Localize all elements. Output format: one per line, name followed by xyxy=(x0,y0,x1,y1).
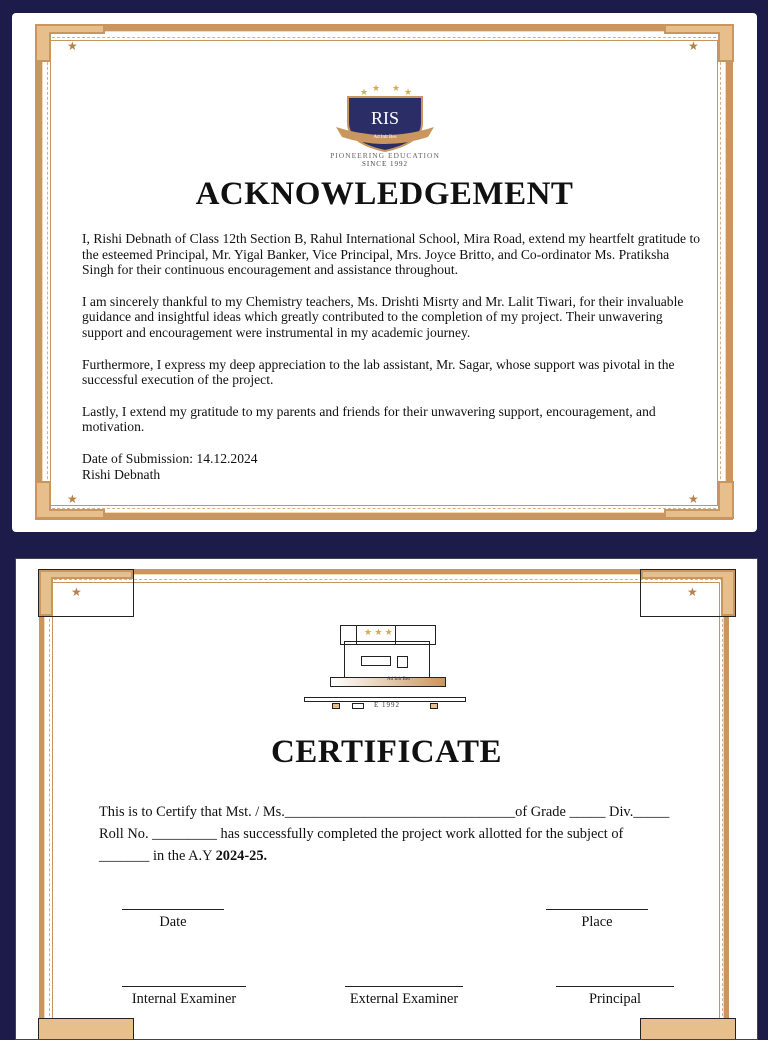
paragraph: Furthermore, I express my deep appreciation to the lab assistant, Mr. Sagar, whose support was pivotal in the successful execution of the project. xyxy=(82,356,675,388)
logo-inner-box xyxy=(361,656,391,666)
logo-shield-box xyxy=(344,641,430,681)
logo-since: SINCE 1992 xyxy=(362,160,408,168)
svg-text:★: ★ xyxy=(392,83,401,93)
star-icon: ★ xyxy=(688,39,699,53)
svg-text:★: ★ xyxy=(404,87,413,97)
certify-line: This is to Certify that Mst. / Ms.________________________________of Grade _____ Div._____ xyxy=(99,804,670,820)
place-label: Place xyxy=(581,914,613,930)
year-line-prefix: _______ in the A.Y xyxy=(99,848,216,864)
corner-ornament-bottom-left xyxy=(35,481,105,519)
logo-since: E 1992 xyxy=(374,701,401,709)
logo-ribbon: Ad Inlt Bes xyxy=(373,135,397,140)
internal-examiner-signature xyxy=(122,986,246,1008)
date-label: Date xyxy=(159,914,187,930)
date-signature xyxy=(122,909,224,931)
logo-mark xyxy=(332,703,340,709)
svg-text:★: ★ xyxy=(372,83,381,93)
corner-ornament-top-right xyxy=(640,569,736,617)
acknowledgement-page xyxy=(12,13,757,532)
paragraph: I am sincerely thankful to my Chemistry teachers, Ms. Drishti Misrty and Mr. Lalit Tiwari, for their invaluable guidance and insightful ideas which greatly contributed to the completion of my project. Their unwavering support and encouragement were instrumental in my academic journey. xyxy=(82,293,684,340)
star-icon: ★ xyxy=(67,492,78,506)
student-name: Rishi Debnath xyxy=(82,466,161,482)
year-line xyxy=(99,845,699,867)
external-examiner-label: External Examiner xyxy=(349,991,459,1007)
school-logo xyxy=(304,625,470,715)
star-icon: ★ ★ ★ xyxy=(364,627,393,637)
place-signature xyxy=(546,909,648,931)
corner-ornament-top-left xyxy=(35,24,105,62)
submission-date: Date of Submission: 14.12.2024 xyxy=(82,450,258,466)
principal-signature xyxy=(556,986,674,1008)
logo-ribbon-box xyxy=(330,677,446,687)
logo-mark xyxy=(430,703,438,709)
external-examiner-signature xyxy=(345,986,463,1008)
corner-ornament-bottom-right xyxy=(664,481,734,519)
internal-examiner-label: Internal Examiner xyxy=(131,991,237,1007)
certificate-page xyxy=(15,558,758,1040)
star-icon: ★ xyxy=(67,39,78,53)
corner-ornament-top-right xyxy=(664,24,734,62)
logo-mark xyxy=(352,703,364,709)
paragraph: I, Rishi Debnath of Class 12th Section B, Rahul International School, Mira Road, extend my heartfelt gratitude to the esteemed Principal, Mr. Yigal Banker, Vice Principal, Mrs. Joyce Britto, and Co-ordinator Ms. Pratiksha Singh for their continuous encouragement and assistance throughout. xyxy=(82,231,701,278)
principal-label: Principal xyxy=(589,991,641,1007)
corner-ornament-top-left xyxy=(38,569,134,617)
roll-line: Roll No. _________ has successfully completed the project work allotted for the subject of xyxy=(99,826,624,842)
certificate-body xyxy=(99,801,699,867)
logo-ribbon-text: Ad Inlt Bes xyxy=(387,677,411,682)
page-title: ACKNOWLEDGEMENT xyxy=(195,176,574,212)
star-icon: ★ xyxy=(687,585,698,599)
corner-ornament-bottom-left xyxy=(38,1018,134,1040)
corner-ornament-bottom-right xyxy=(640,1018,736,1040)
star-icon: ★ xyxy=(71,585,82,599)
star-icon: ★ xyxy=(688,492,699,506)
paragraph: Lastly, I extend my gratitude to my parents and friends for their unwavering support, encouragement, and motivation. xyxy=(82,403,656,435)
logo-abbr: RIS xyxy=(370,108,400,128)
logo-tagline: PIONEERING EDUCATION xyxy=(330,151,440,160)
academic-year: 2024-25. xyxy=(215,848,268,864)
svg-text:★: ★ xyxy=(360,87,369,97)
school-logo xyxy=(300,79,470,169)
page-title: CERTIFICATE xyxy=(270,734,503,770)
logo-inner-box xyxy=(397,656,408,668)
acknowledgement-body xyxy=(82,231,702,482)
